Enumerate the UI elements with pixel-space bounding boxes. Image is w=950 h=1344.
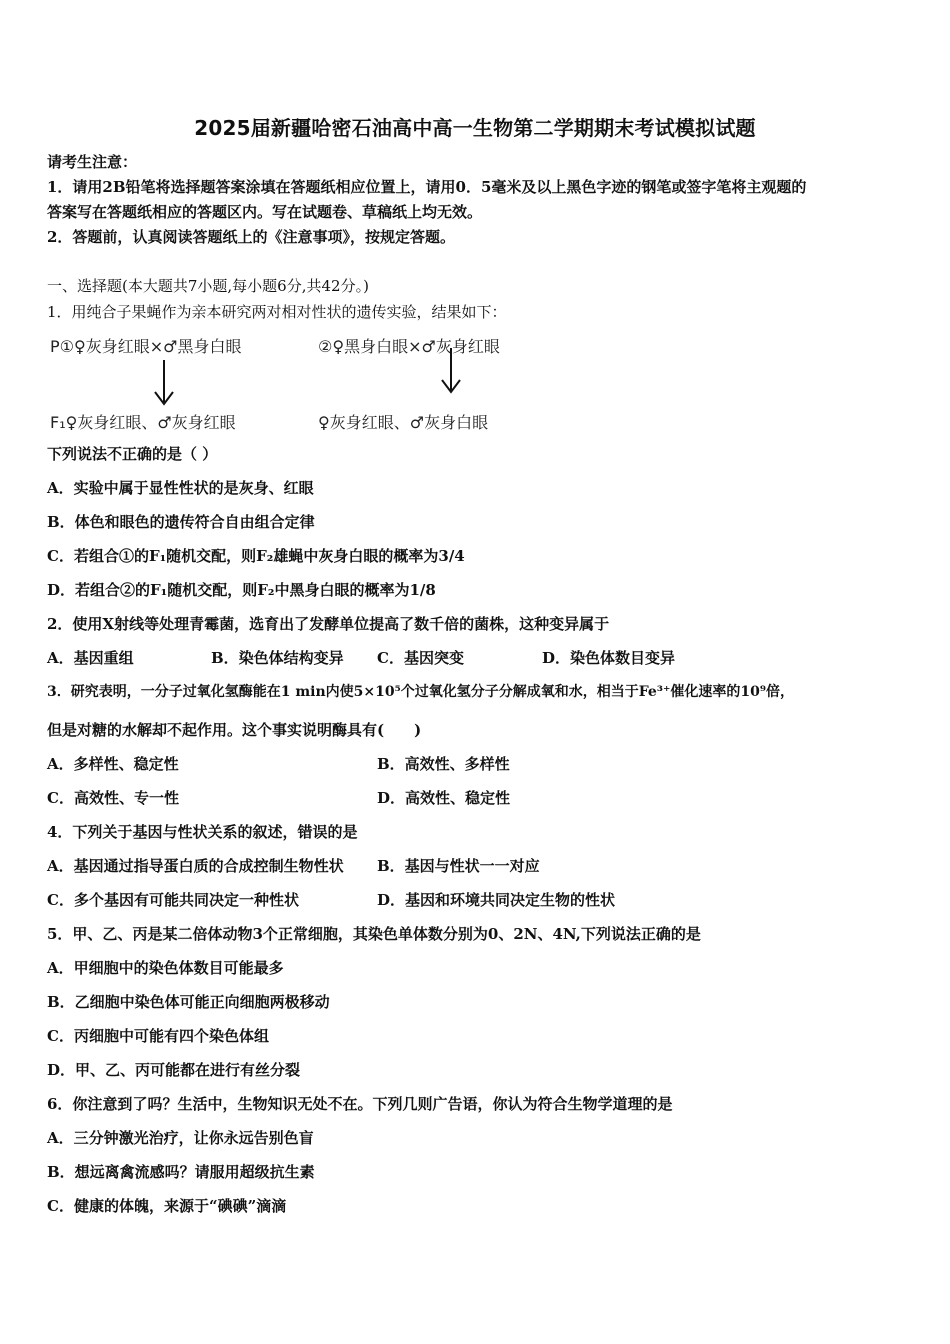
q1-cross1-offspring: F₁♀灰身红眼、♂灰身红眼 bbox=[50, 413, 236, 432]
notice-item-1-line-1: 1．请用2B铅笔将选择题答案涂填在答题纸相应位置上，请用0．5毫米及以上黑色字迹的钢笔或签字笔将主观题的 bbox=[47, 178, 807, 196]
q5-stem: 5．甲、乙、丙是某二倍体动物3个正常细胞，其染色单体数分别为0、2N、4N,下列说法正确的是 bbox=[47, 925, 701, 943]
section-heading: 一、选择题(本大题共7小题,每小题6分,共42分。) bbox=[47, 277, 369, 295]
q1-option-b: B．体色和眼色的遗传符合自由组合定律 bbox=[47, 513, 315, 531]
q6-option-b: B．想远离禽流感吗？请服用超级抗生素 bbox=[47, 1163, 315, 1181]
q1-cross1-parents: P①♀灰身红眼×♂黑身白眼 bbox=[50, 337, 242, 356]
q3-option-a: A．多样性、稳定性 bbox=[47, 755, 179, 773]
q1-question: 下列说法不正确的是（ ） bbox=[47, 445, 218, 463]
q4-option-c: C．多个基因有可能共同决定一种性状 bbox=[47, 891, 299, 909]
q4-option-b: B．基因与性状一一对应 bbox=[377, 857, 540, 875]
q3-stem-line-1: 3．研究表明，一分子过氧化氢酶能在1 min内使5×10⁵个过氧化氢分子分解成氧和水，相当于Fe³⁺催化速率的10⁹倍， bbox=[47, 684, 794, 700]
q6-stem: 6．你注意到了吗？生活中，生物知识无处不在。下列几则广告语，你认为符合生物学道理的是 bbox=[47, 1095, 673, 1113]
notice-heading: 请考生注意： bbox=[47, 153, 138, 171]
q2-option-c: C．基因突变 bbox=[377, 649, 464, 667]
q4-option-a: A．基因通过指导蛋白质的合成控制生物性状 bbox=[47, 857, 344, 875]
q1-option-a: A．实验中属于显性性状的是灰身、红眼 bbox=[47, 479, 314, 497]
q2-option-a: A．基因重组 bbox=[47, 649, 134, 667]
q1-cross1-arrow-icon bbox=[152, 358, 176, 408]
q5-option-c: C．丙细胞中可能有四个染色体组 bbox=[47, 1027, 269, 1045]
q5-option-d: D．甲、乙、丙可能都在进行有丝分裂 bbox=[47, 1061, 301, 1079]
notice-item-2: 2．答题前，认真阅读答题纸上的《注意事项》，按规定答题。 bbox=[47, 228, 455, 246]
q1-cross2-arrow-icon bbox=[439, 346, 463, 396]
q5-option-a: A．甲细胞中的染色体数目可能最多 bbox=[47, 959, 284, 977]
q2-option-d: D．染色体数目变异 bbox=[542, 649, 676, 667]
q1-cross2-offspring: ♀灰身红眼、♂灰身白眼 bbox=[318, 413, 489, 432]
q3-option-d: D．高效性、稳定性 bbox=[377, 789, 511, 807]
q6-option-a: A．三分钟激光治疗，让你永远告别色盲 bbox=[47, 1129, 314, 1147]
q6-option-c: C．健康的体魄，来源于“碘碘”滴滴 bbox=[47, 1197, 287, 1215]
q1-option-c: C．若组合①的F₁随机交配，则F₂雄蝇中灰身白眼的概率为3/4 bbox=[47, 547, 465, 565]
q2-stem: 2．使用X射线等处理青霉菌，选育出了发酵单位提高了数千倍的菌株，这种变异属于 bbox=[47, 615, 610, 633]
notice-item-1-line-2: 答案写在答题纸相应的答题区内。写在试题卷、草稿纸上均无效。 bbox=[47, 203, 483, 221]
q2-option-b: B．染色体结构变异 bbox=[211, 649, 344, 667]
q4-option-d: D．基因和环境共同决定生物的性状 bbox=[377, 891, 616, 909]
page-title: 2025届新疆哈密石油高中高一生物第二学期期末考试模拟试题 bbox=[194, 116, 756, 140]
q3-option-b: B．高效性、多样性 bbox=[377, 755, 510, 773]
q3-option-c: C．高效性、专一性 bbox=[47, 789, 179, 807]
q4-stem: 4．下列关于基因与性状关系的叙述，错误的是 bbox=[47, 823, 358, 841]
q1-option-d: D．若组合②的F₁随机交配，则F₂中黑身白眼的概率为1/8 bbox=[47, 581, 436, 599]
q1-stem: 1．用纯合子果蝇作为亲本研究两对相对性状的遗传实验，结果如下： bbox=[47, 303, 507, 321]
q3-stem-line-2: 但是对糖的水解却不起作用。这个事实说明酶具有( ) bbox=[47, 721, 422, 739]
q5-option-b: B．乙细胞中染色体可能正向细胞两极移动 bbox=[47, 993, 330, 1011]
q1-cross2-parents: ②♀黑身白眼×♂灰身红眼 bbox=[318, 337, 500, 356]
